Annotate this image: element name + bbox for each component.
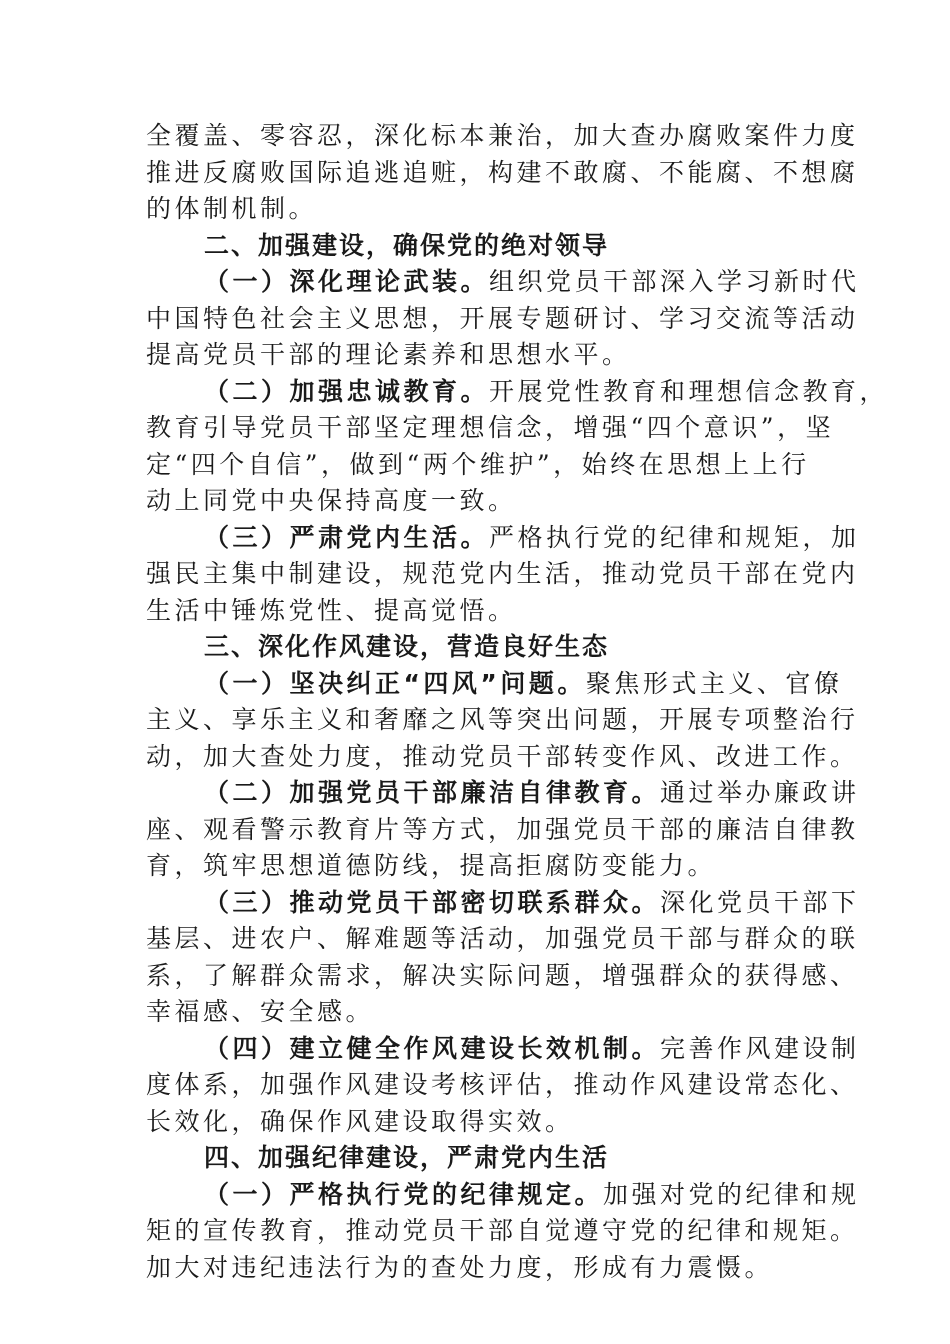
- paragraph-first-line: [146, 885, 860, 922]
- paragraph-line: 全覆盖、零容忍，深化标本兼治，加大查办腐败案件力度: [146, 121, 859, 150]
- paragraph-text: 严格执行党的纪律和规矩，加: [489, 522, 860, 552]
- paragraph-line: 动上同党中央保持高度一致。: [146, 486, 517, 515]
- paragraph-first-line: [146, 374, 889, 411]
- paragraph-line: 教育引导党员干部坚定理想信念，增强“四个意识”，坚: [146, 413, 835, 442]
- subsection-title: （一）坚决纠正“四风”问题。: [204, 668, 586, 698]
- document-body: [146, 118, 889, 1286]
- paragraph-text: 完善作风建设制: [660, 1033, 860, 1063]
- paragraph-line: 加大对违纪违法行为的查处力度，形成有力震慑。: [146, 1252, 774, 1282]
- subsection-title: （三）推动党员干部密切联系群众。: [204, 887, 661, 917]
- paragraph-text: 加强对党的纪律和规: [603, 1179, 860, 1209]
- paragraph-first-line: [146, 775, 860, 812]
- paragraph-line: 的体制机制。: [146, 194, 318, 223]
- paragraph-first-line: [146, 264, 860, 301]
- paragraph-text: 通过举办廉政讲: [660, 778, 860, 807]
- paragraph-line: 度体系，加强作风建设考核评估，推动作风建设常态化、: [146, 1070, 859, 1099]
- paragraph-text: 开展党性教育和理想信念教育，: [489, 376, 889, 406]
- paragraph-first-line: [146, 666, 843, 703]
- paragraph-line: 生活中锤炼党性、提高觉悟。: [146, 595, 517, 625]
- subsection-title: （一）严格执行党的纪律规定。: [204, 1179, 604, 1209]
- subsection-title: （三）严肃党内生活。: [204, 522, 490, 552]
- subsection-title: （二）加强忠诚教育。: [204, 376, 490, 406]
- paragraph-line: 提高党员干部的理论素养和思想水平。: [146, 340, 631, 369]
- paragraph-line: 强民主集中制建设，规范党内生活，推动党员干部在党内: [146, 559, 859, 588]
- section-heading: 二、加强建设，确保党的绝对领导: [204, 230, 610, 260]
- paragraph-line: 推进反腐败国际追逃追赃，构建不敢腐、不能腐、不想腐: [146, 157, 859, 187]
- paragraph-text: 组织党员干部深入学习新时代: [489, 267, 860, 296]
- paragraph-line: 育，筑牢思想道德防线，提高拒腐防变能力。: [146, 851, 717, 880]
- section-heading: 四、加强纪律建设，严肃党内生活: [204, 1143, 610, 1172]
- paragraph-line: 幸福感、安全感。: [146, 997, 375, 1026]
- paragraph-line: 矩的宣传教育，推动党员干部自觉遵守党的纪律和规矩。: [146, 1216, 859, 1245]
- paragraph-line: 主义、享乐主义和奢靡之风等突出问题，开展专项整治行: [146, 705, 859, 734]
- paragraph-first-line: [146, 1177, 860, 1214]
- paragraph-line: 长效化，确保作风建设取得实效。: [146, 1106, 574, 1136]
- subsection-title: （四）建立健全作风建设长效机制。: [204, 1033, 661, 1063]
- paragraph-first-line: [146, 520, 860, 557]
- paragraph-first-line: [146, 1031, 860, 1068]
- subsection-title: （二）加强党员干部廉洁自律教育。: [204, 778, 661, 807]
- section-heading: 三、深化作风建设，营造良好生态: [204, 632, 610, 661]
- subsection-title: （一）深化理论武装。: [204, 267, 490, 296]
- paragraph-line: 基层、进农户、解难题等活动，加强党员干部与群众的联: [146, 924, 859, 953]
- paragraph-line: 中国特色社会主义思想，开展专题研讨、学习交流等活动: [146, 303, 859, 333]
- paragraph-text: 深化党员干部下: [660, 887, 860, 917]
- paragraph-line: 座、观看警示教育片等方式，加强党员干部的廉洁自律教: [146, 814, 859, 844]
- paragraph-line: 动，加大查处力度，推动党员干部转变作风、改进工作。: [146, 741, 859, 771]
- paragraph-text: 聚焦形式主义、官僚: [585, 668, 843, 698]
- paragraph-line: 系，了解群众需求，解决实际问题，增强群众的获得感、: [146, 960, 859, 990]
- paragraph-line: 定“四个自信”，做到“两个维护”，始终在思想上上行: [146, 449, 810, 479]
